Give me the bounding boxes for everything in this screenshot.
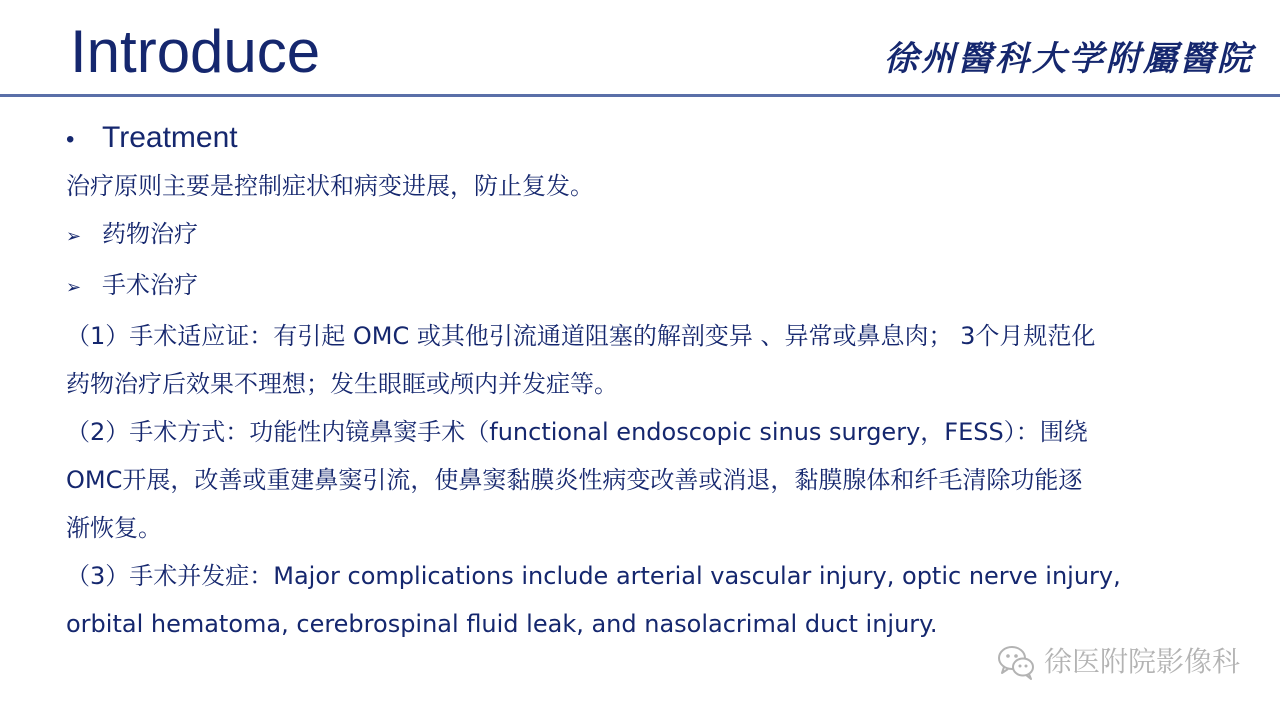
paragraph-indications — [66, 312, 1236, 408]
wechat-icon — [996, 642, 1036, 682]
hospital-logo-text: 徐州醫科大学附屬醫院 — [884, 39, 1254, 79]
paragraph-line: （2）手术方式：功能性内镜鼻窦手术（functional endoscopic sinus surgery，FESS）：围绕 — [66, 418, 1088, 446]
list-item-text: 手术治疗 — [102, 271, 198, 299]
watermark-text: 徐医附院影像科 — [1043, 645, 1240, 678]
arrow-bullet-icon: ➢ — [66, 277, 82, 298]
paragraph-line: （1）手术适应证：有引起 OMC 或其他引流通道阻塞的解剖变异 、异常或鼻息肉； 3个月规范化 — [66, 322, 1096, 350]
watermark — [996, 642, 1240, 682]
paragraph-method — [66, 408, 1236, 552]
paragraph-line: （3）手术并发症：Major complications include arterial vascular injury, optic nerve injury, — [66, 562, 1121, 590]
paragraph-line: 药物治疗后效果不理想；发生眼眶或颅内并发症等。 — [66, 370, 618, 398]
paragraph-line: orbital hematoma, cerebrospinal fluid leak, and nasolacrimal duct injury. — [66, 610, 938, 638]
list-item-surgery — [66, 261, 1236, 312]
header-divider — [0, 94, 1280, 97]
treatment-principle: 治疗原则主要是控制症状和病变进展，防止复发。 — [66, 172, 594, 200]
page-title: Introduce — [70, 18, 321, 85]
paragraph-line: 渐恢复。 — [66, 514, 162, 542]
section-heading-text: Treatment — [102, 121, 238, 154]
paragraph-complications — [66, 552, 1236, 648]
bullet-icon: • — [66, 126, 75, 153]
paragraph-line: OMC开展，改善或重建鼻窦引流，使鼻窦黏膜炎性病变改善或消退，黏膜腺体和纤毛清除功能逐 — [66, 466, 1083, 494]
arrow-bullet-icon: ➢ — [66, 226, 82, 247]
slide-body — [66, 116, 1236, 648]
section-heading — [66, 116, 1236, 162]
list-item-medication — [66, 210, 1236, 261]
list-item-text: 药物治疗 — [102, 220, 198, 248]
